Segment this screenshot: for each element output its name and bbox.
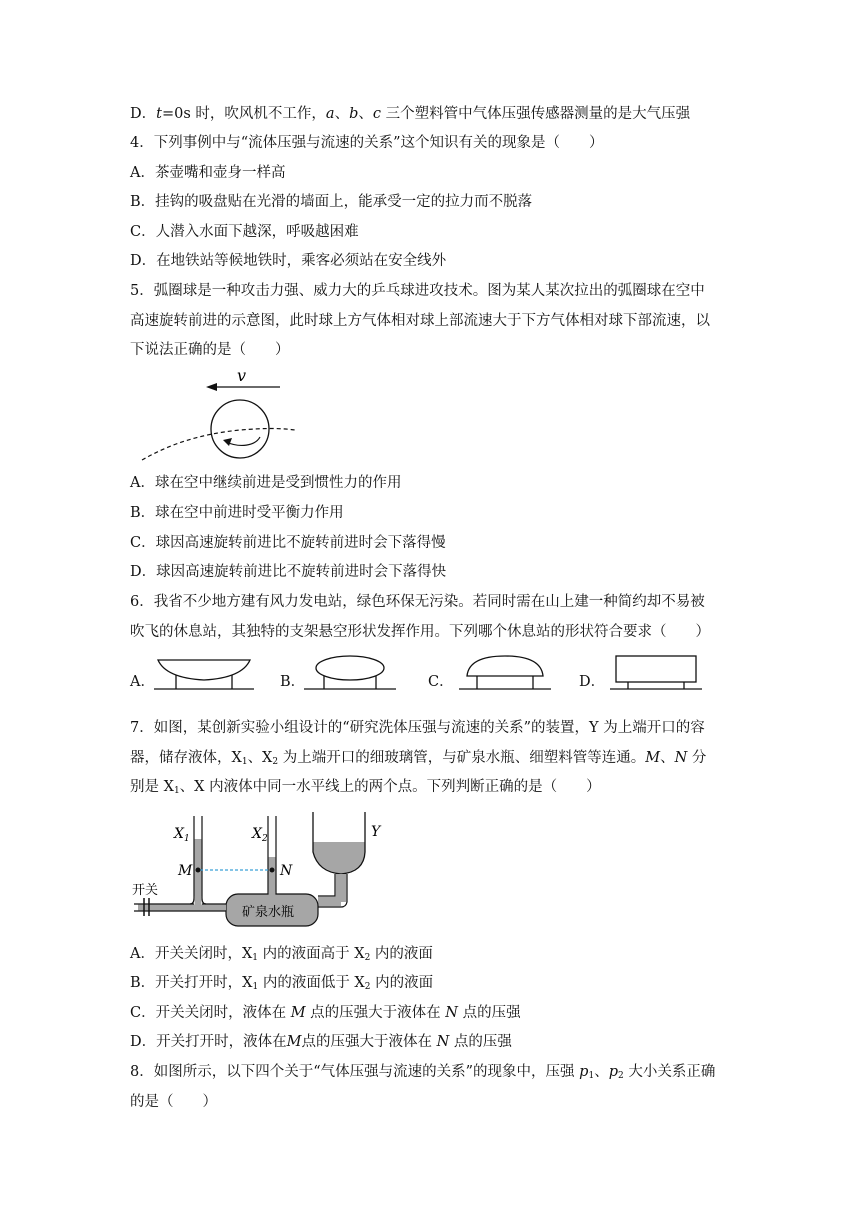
q6-shape-b — [300, 654, 400, 692]
q5-option-c: C．球因高速旋转前进比不旋转前进时会下落得慢 — [130, 535, 446, 551]
label-bottle: 矿泉水瓶 — [242, 905, 295, 920]
label-x2: $X_2$ — [252, 826, 268, 844]
q4-stem: 4．下列事例中与“流体压强与流速的关系”这个知识有关的现象是（ ） — [130, 135, 604, 151]
q7-stem-line2: 器，储存液体，$X_1$、$X_2$ 为上端开口的细玻璃管，与矿泉水瓶、细塑料管等连通。M、N 分 — [130, 750, 707, 767]
q3-option-d: D．t=0s 时，吹风机不工作，a、b、c 三个塑料管中气体压强传感器测量的是大气压强 — [130, 106, 691, 122]
label-x1: $X_1$ — [174, 826, 190, 844]
point-n — [270, 868, 275, 873]
trajectory-dashed-line — [142, 429, 295, 461]
label-n: N — [280, 863, 293, 879]
q8-stem-line1: 8．如图所示，以下四个关于“气体压强与流速的关系”的现象中，压强 $p_1$、$p_2$ 大小关系正确 — [130, 1064, 716, 1081]
q6-stem-line1: 6．我省不少地方建有风力发电站，绿色环保无污染。若同时需在山上建一种简约却不易被 — [130, 594, 705, 610]
q5-stem-line1: 5．弧圈球是一种攻击力强、威力大的乒乓球进攻技术。图为某人某次拉出的弧圈球在空中 — [130, 283, 705, 299]
q7-figure-apparatus — [130, 808, 390, 938]
velocity-label: v — [237, 366, 247, 385]
label-m: M — [178, 863, 193, 879]
q4-option-c: C．人潜入水面下越深，呼吸越困难 — [130, 224, 359, 240]
point-m — [196, 868, 201, 873]
q5-option-d: D．球因高速旋转前进比不旋转前进时会下落得快 — [130, 564, 447, 580]
q8-stem-line2: 的是（ ） — [130, 1094, 217, 1110]
ball-circle — [211, 400, 269, 458]
q5-figure-spinning-ball — [140, 364, 310, 464]
q7-option-d: D．开关打开时，液体在M点的压强大于液体在 N 点的压强 — [130, 1034, 512, 1050]
q7-option-c: C．开关关闭时，液体在 M 点的压强大于液体在 N 点的压强 — [130, 1005, 521, 1021]
q7-stem-line3: 别是 $X_1$、X 内液体中同一水平线上的两个点。下列判断正确的是（ ） — [130, 779, 601, 796]
spin-arrowhead-icon — [223, 438, 232, 446]
velocity-arrowhead-icon — [206, 383, 217, 391]
q6-label-b: B． — [280, 674, 306, 690]
q5-stem-line3: 下说法正确的是（ ） — [130, 342, 290, 358]
q7-stem-line1: 7．如图，某创新实验小组设计的“研究洗体压强与流速的关系”的装置，Y 为上端开口的容 — [130, 720, 705, 736]
q4-option-a: A．茶壶嘴和壶身一样高 — [130, 165, 286, 181]
q7-option-b: B．开关打开时，$X_1$ 内的液面低于 $X_2$ 内的液面 — [130, 975, 434, 992]
q5-stem-line2: 高速旋转前进的示意图，此时球上方气体相对球上部流速大于下方气体相对球下部流速，以 — [130, 313, 710, 329]
q6-label-a: A． — [130, 674, 155, 690]
q7-option-a: A．开关关闭时，$X_1$ 内的液面高于 $X_2$ 内的液面 — [130, 946, 433, 963]
q6-shape-c — [455, 654, 555, 692]
q6-stem-line2: 吹飞的休息站，其独特的支架悬空形状发挥作用。下列哪个休息站的形状符合要求（ ） — [130, 624, 710, 640]
q5-option-a: A．球在空中继续前进是受到惯性力的作用 — [130, 475, 402, 491]
q6-label-d: D． — [579, 674, 606, 690]
q6-shape-a — [150, 656, 260, 692]
q6-label-c: C． — [428, 674, 454, 690]
q4-option-b: B．挂钩的吸盘贴在光滑的墙面上，能承受一定的拉力而不脱落 — [130, 194, 533, 210]
label-switch: 开关 — [132, 883, 159, 898]
q6-shape-d — [606, 654, 706, 692]
q4-option-d: D．在地铁站等候地铁时，乘客必须站在安全线外 — [130, 253, 447, 269]
label-y: Y — [371, 824, 381, 840]
q5-option-b: B．球在空中前进时受平衡力作用 — [130, 505, 344, 521]
tube-x2-liquid — [269, 857, 276, 897]
